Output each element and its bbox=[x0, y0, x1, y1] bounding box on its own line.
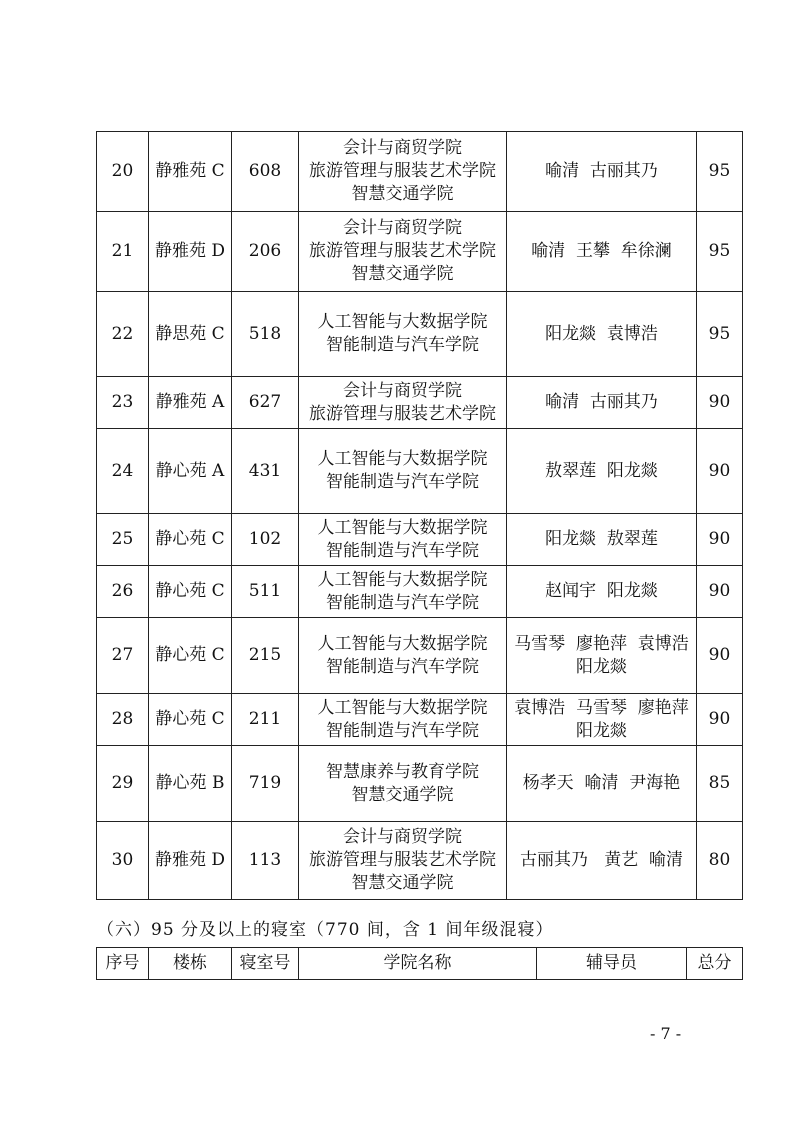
building-name: 静心苑 C bbox=[149, 694, 232, 746]
room-number: 511 bbox=[232, 566, 299, 618]
instructor-name: 赵闻宇 阳龙燚 bbox=[545, 581, 658, 601]
room-number: 211 bbox=[232, 694, 299, 746]
instructor-name: 喻清 古丽其乃 bbox=[545, 392, 658, 412]
college-name: 会计与商贸学院 bbox=[343, 827, 462, 847]
instructor-name: 马雪琴 廖艳萍 袁博浩 bbox=[514, 633, 689, 654]
total-score: 85 bbox=[697, 746, 743, 822]
college-name: 旅游管理与服装艺术学院 bbox=[309, 241, 496, 261]
header-instructor: 辅导员 bbox=[537, 948, 687, 980]
page-number: - 7 - bbox=[650, 1024, 682, 1043]
instructor-name: 敖翠莲 阳龙燚 bbox=[545, 460, 658, 481]
college-name: 人工智能与大数据学院 bbox=[317, 697, 488, 718]
room-number: 113 bbox=[232, 822, 299, 900]
instructor-names bbox=[507, 377, 697, 429]
row-number: 26 bbox=[97, 566, 149, 618]
college-name: 旅游管理与服装艺术学院 bbox=[309, 161, 496, 181]
table-row bbox=[97, 822, 743, 900]
row-number: 21 bbox=[97, 212, 149, 292]
table-row bbox=[97, 566, 743, 618]
table-row bbox=[97, 132, 743, 212]
room-number: 206 bbox=[232, 212, 299, 292]
college-name: 会计与商贸学院 bbox=[343, 218, 462, 238]
college-names bbox=[299, 212, 507, 292]
instructor-names bbox=[507, 429, 697, 514]
college-name: 人工智能与大数据学院 bbox=[317, 449, 488, 469]
header-score: 总分 bbox=[687, 948, 743, 980]
table-header-row bbox=[97, 948, 743, 980]
instructor-names bbox=[507, 746, 697, 822]
instructor-name: 阳龙燚 袁博浩 bbox=[545, 323, 658, 344]
room-number: 215 bbox=[232, 618, 299, 694]
college-name: 人工智能与大数据学院 bbox=[317, 517, 488, 538]
college-name: 智慧交通学院 bbox=[351, 184, 454, 204]
row-number: 23 bbox=[97, 377, 149, 429]
college-names bbox=[299, 377, 507, 429]
instructor-names bbox=[507, 618, 697, 694]
row-number: 20 bbox=[97, 132, 149, 212]
building-name: 静心苑 C bbox=[149, 566, 232, 618]
row-number: 29 bbox=[97, 746, 149, 822]
building-name: 静雅苑 A bbox=[149, 377, 232, 429]
room-number: 719 bbox=[232, 746, 299, 822]
college-names bbox=[299, 132, 507, 212]
college-name: 会计与商贸学院 bbox=[343, 380, 462, 401]
instructor-names bbox=[507, 514, 697, 566]
row-number: 28 bbox=[97, 694, 149, 746]
building-name: 静心苑 A bbox=[149, 429, 232, 514]
college-name: 人工智能与大数据学院 bbox=[317, 312, 488, 332]
room-number: 608 bbox=[232, 132, 299, 212]
total-score: 95 bbox=[697, 132, 743, 212]
college-name: 智能制造与汽车学院 bbox=[326, 472, 479, 492]
college-names bbox=[299, 618, 507, 694]
instructor-name: 喻清 王攀 牟徐澜 bbox=[531, 241, 672, 261]
building-name: 静雅苑 D bbox=[149, 212, 232, 292]
header-room: 寝室号 bbox=[232, 948, 299, 980]
college-name: 智慧交通学院 bbox=[351, 264, 454, 284]
college-name: 智慧康养与教育学院 bbox=[326, 761, 479, 782]
instructor-names bbox=[507, 566, 697, 618]
building-name: 静雅苑 D bbox=[149, 822, 232, 900]
building-name: 静心苑 C bbox=[149, 618, 232, 694]
total-score: 95 bbox=[697, 212, 743, 292]
instructor-name: 阳龙燚 bbox=[576, 720, 627, 741]
instructor-name: 阳龙燚 敖翠莲 bbox=[545, 529, 658, 549]
table-row bbox=[97, 377, 743, 429]
section-title: （六）95 分及以上的寝室（770 间，含 1 间年级混寝） bbox=[97, 920, 554, 940]
college-name: 会计与商贸学院 bbox=[343, 138, 462, 158]
total-score: 90 bbox=[697, 377, 743, 429]
instructor-names bbox=[507, 212, 697, 292]
college-name: 人工智能与大数据学院 bbox=[317, 569, 488, 590]
table-row bbox=[97, 292, 743, 377]
table-row bbox=[97, 618, 743, 694]
total-score: 90 bbox=[697, 694, 743, 746]
instructor-name: 袁博浩 马雪琴 廖艳萍 bbox=[514, 697, 689, 718]
dorm-score-table-body bbox=[97, 132, 743, 900]
room-number: 431 bbox=[232, 429, 299, 514]
college-names bbox=[299, 292, 507, 377]
table-row bbox=[97, 694, 743, 746]
building-name: 静心苑 B bbox=[149, 746, 232, 822]
total-score: 90 bbox=[697, 514, 743, 566]
room-number: 102 bbox=[232, 514, 299, 566]
instructor-names bbox=[507, 132, 697, 212]
college-name: 智慧交通学院 bbox=[351, 784, 454, 805]
college-name: 旅游管理与服装艺术学院 bbox=[309, 403, 496, 424]
header-building: 楼栋 bbox=[149, 948, 232, 980]
instructor-names bbox=[507, 292, 697, 377]
college-name: 智能制造与汽车学院 bbox=[326, 335, 479, 355]
college-name: 智能制造与汽车学院 bbox=[326, 540, 479, 561]
row-number: 22 bbox=[97, 292, 149, 377]
college-names bbox=[299, 694, 507, 746]
header-no: 序号 bbox=[97, 948, 149, 980]
row-number: 25 bbox=[97, 514, 149, 566]
college-name: 智能制造与汽车学院 bbox=[326, 592, 479, 613]
college-names bbox=[299, 429, 507, 514]
total-score: 90 bbox=[697, 429, 743, 514]
college-name: 人工智能与大数据学院 bbox=[317, 633, 488, 654]
instructor-name: 古丽其乃 黄艺 喻清 bbox=[519, 850, 684, 870]
college-names bbox=[299, 822, 507, 900]
room-number: 518 bbox=[232, 292, 299, 377]
college-names bbox=[299, 746, 507, 822]
building-name: 静思苑 C bbox=[149, 292, 232, 377]
total-score: 95 bbox=[697, 292, 743, 377]
college-name: 智能制造与汽车学院 bbox=[326, 656, 479, 677]
total-score: 90 bbox=[697, 618, 743, 694]
building-name: 静心苑 C bbox=[149, 514, 232, 566]
section-six-table bbox=[96, 947, 743, 980]
college-name: 旅游管理与服装艺术学院 bbox=[309, 850, 496, 870]
instructor-names bbox=[507, 694, 697, 746]
header-college: 学院名称 bbox=[299, 948, 537, 980]
total-score: 90 bbox=[697, 566, 743, 618]
total-score: 80 bbox=[697, 822, 743, 900]
row-number: 30 bbox=[97, 822, 149, 900]
table-row bbox=[97, 514, 743, 566]
college-names bbox=[299, 514, 507, 566]
table-row bbox=[97, 429, 743, 514]
college-name: 智慧交通学院 bbox=[351, 873, 454, 893]
table-row bbox=[97, 746, 743, 822]
instructor-name: 喻清 古丽其乃 bbox=[545, 161, 658, 181]
college-name: 智能制造与汽车学院 bbox=[326, 720, 479, 741]
dorm-score-table bbox=[96, 131, 743, 900]
instructor-name: 杨孝天 喻清 尹海艳 bbox=[522, 773, 681, 793]
building-name: 静雅苑 C bbox=[149, 132, 232, 212]
instructor-name: 阳龙燚 bbox=[576, 656, 627, 677]
college-names bbox=[299, 566, 507, 618]
row-number: 24 bbox=[97, 429, 149, 514]
instructor-names bbox=[507, 822, 697, 900]
room-number: 627 bbox=[232, 377, 299, 429]
row-number: 27 bbox=[97, 618, 149, 694]
table-row bbox=[97, 212, 743, 292]
